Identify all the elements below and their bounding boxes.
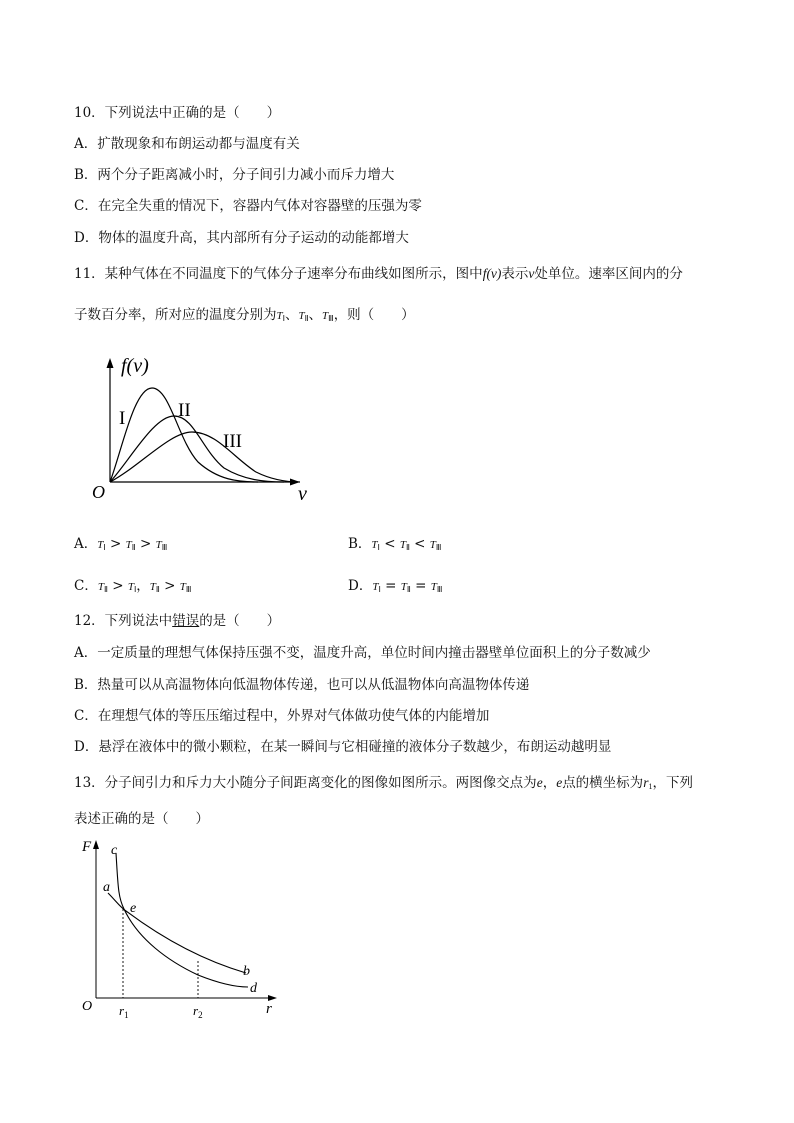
q12-emphasis: 错误 [172,613,200,629]
origin-label: O [82,999,93,1014]
curve-II [110,416,284,482]
q10-stem: 10．下列说法中正确的是（ ） [74,105,281,121]
label-d: d [250,981,257,996]
q13-stem-line2: 表述正确的是（ ） [74,811,209,827]
y-axis-arrow [107,358,114,368]
y-axis-label: f(v) [121,355,149,377]
q11-option-d: D．$T_Ⅰ = T_Ⅱ = T_Ⅲ$ [348,578,443,594]
v-symbol: v [528,266,535,281]
origin-label: O [92,482,105,502]
q12-option-b: B．热量可以从高温物体向低温物体传递，也可以从低温物体向高温物体传递 [74,677,530,693]
q12-option-a: A．一定质量的理想气体保持压强不变，温度升高，单位时间内撞击器壁单位面积上的分子数减少 [74,645,651,661]
r2-label: $r_2$ [193,1003,203,1020]
label-e: e [130,901,137,916]
q12-option-c: C．在理想气体的等压压缩过程中，外界对气体做功使气体的内能增加 [74,708,490,724]
q11-stem-line1: 11．某种气体在不同温度下的气体分子速率分布曲线如图所示，图中f(v)表示v处单位。速率区间内的分 [74,266,683,282]
y-axis-arrow [93,840,99,849]
curve-III [110,432,300,482]
q11-option-a: A．$T_Ⅰ > T_Ⅱ > T_Ⅲ$ [74,536,168,552]
y-axis-label: F [82,839,92,855]
q10-option-c: C．在完全失重的情况下，容器内气体对容器壁的压强为零 [74,198,422,214]
q10-option-a: A．扩散现象和布朗运动都与温度有关 [74,136,300,152]
r1-label: $r_1$ [119,1003,129,1020]
speed-distribution-figure [88,350,318,505]
label-b: b [243,964,250,979]
q12-option-d: D．悬浮在液体中的微小颗粒，在某一瞬间与它相碰撞的液体分子数越少，布朗运动越明显 [74,739,612,755]
x-axis-label: v [298,483,307,505]
curve-II-label: II [178,400,191,421]
q11-option-b: B．$T_Ⅰ < T_Ⅱ < T_Ⅲ$ [348,536,442,552]
q13-stem-line1: 13．分子间引力和斥力大小随分子间距离变化的图像如图所示。两图像交点为e，e点的横坐标为$r_1$，下列 [74,775,693,791]
curve-I-label: I [119,408,126,429]
q10-option-d: D．物体的温度升高，其内部所有分子运动的动能都增大 [74,230,409,246]
force-distance-figure [78,835,288,1025]
curve-a-b [108,893,246,973]
fv-symbol: f(v) [482,266,502,281]
q10-option-b: B．两个分子距离减小时，分子间引力减小而斥力增大 [74,167,395,183]
curve-III-label: III [223,431,242,452]
x-axis-label: r [266,1001,272,1017]
q11-option-c: C．$T_Ⅱ > T_Ⅰ$，$T_Ⅱ > T_Ⅲ$ [74,578,192,594]
label-c: c [111,843,118,858]
q12-stem: 12．下列说法中错误的是（ ） [74,613,281,629]
q11-stem-line2: 子数百分率，所对应的温度分别为$T_Ⅰ$、$T_Ⅱ$、$T_Ⅲ$，则（ ） [74,307,415,323]
label-a: a [103,880,110,895]
